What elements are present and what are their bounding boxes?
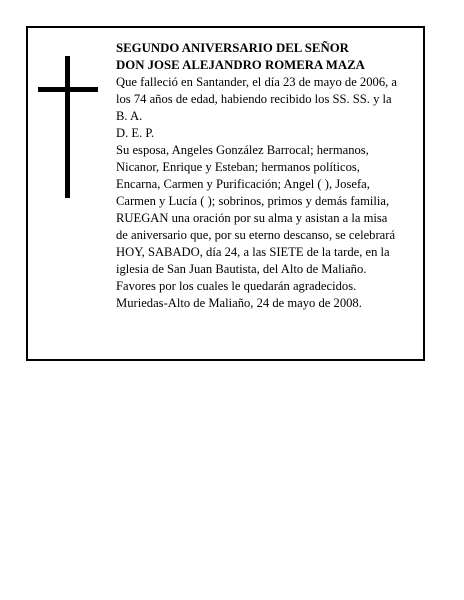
heading-line-2: DON JOSE ALEJANDRO ROMERA MAZA — [116, 58, 365, 72]
body-line: HOY, SABADO, día 24, a las SIETE de la tarde, en la — [116, 245, 390, 259]
heading-line-1: SEGUNDO ANIVERSARIO DEL SEÑOR — [116, 41, 349, 55]
notice-text — [116, 40, 421, 312]
body-line: Carmen y Lucía ( ); sobrinos, primos y demás familia, — [116, 194, 390, 208]
body-line: Que falleció en Santander, el día 23 de mayo de 2006, a — [116, 75, 398, 89]
body-line: Favores por los cuales le quedarán agradecidos. — [116, 279, 357, 293]
body-line: los 74 años de edad, habiendo recibido los SS. SS. y la — [116, 92, 392, 106]
obituary-notice — [26, 26, 425, 361]
body-line: Muriedas-Alto de Maliaño, 24 de mayo de 2008. — [116, 296, 362, 310]
body-line: D. E. P. — [116, 126, 155, 140]
body-line: RUEGAN una oración por su alma y asistan a la misa — [116, 211, 388, 225]
body-line: de aniversario que, por su eterno descanso, se celebrará — [116, 228, 396, 242]
body-line: iglesia de San Juan Bautista, del Alto de Maliaño. — [116, 262, 367, 276]
body-line: Su esposa, Angeles González Barrocal; hermanos, — [116, 143, 369, 157]
body-line: Encarna, Carmen y Purificación; Angel ( ), Josefa, — [116, 177, 370, 191]
body-line: B. A. — [116, 109, 143, 123]
body-line: Nicanor, Enrique y Esteban; hermanos políticos, — [116, 160, 360, 174]
cross-icon — [38, 56, 98, 198]
